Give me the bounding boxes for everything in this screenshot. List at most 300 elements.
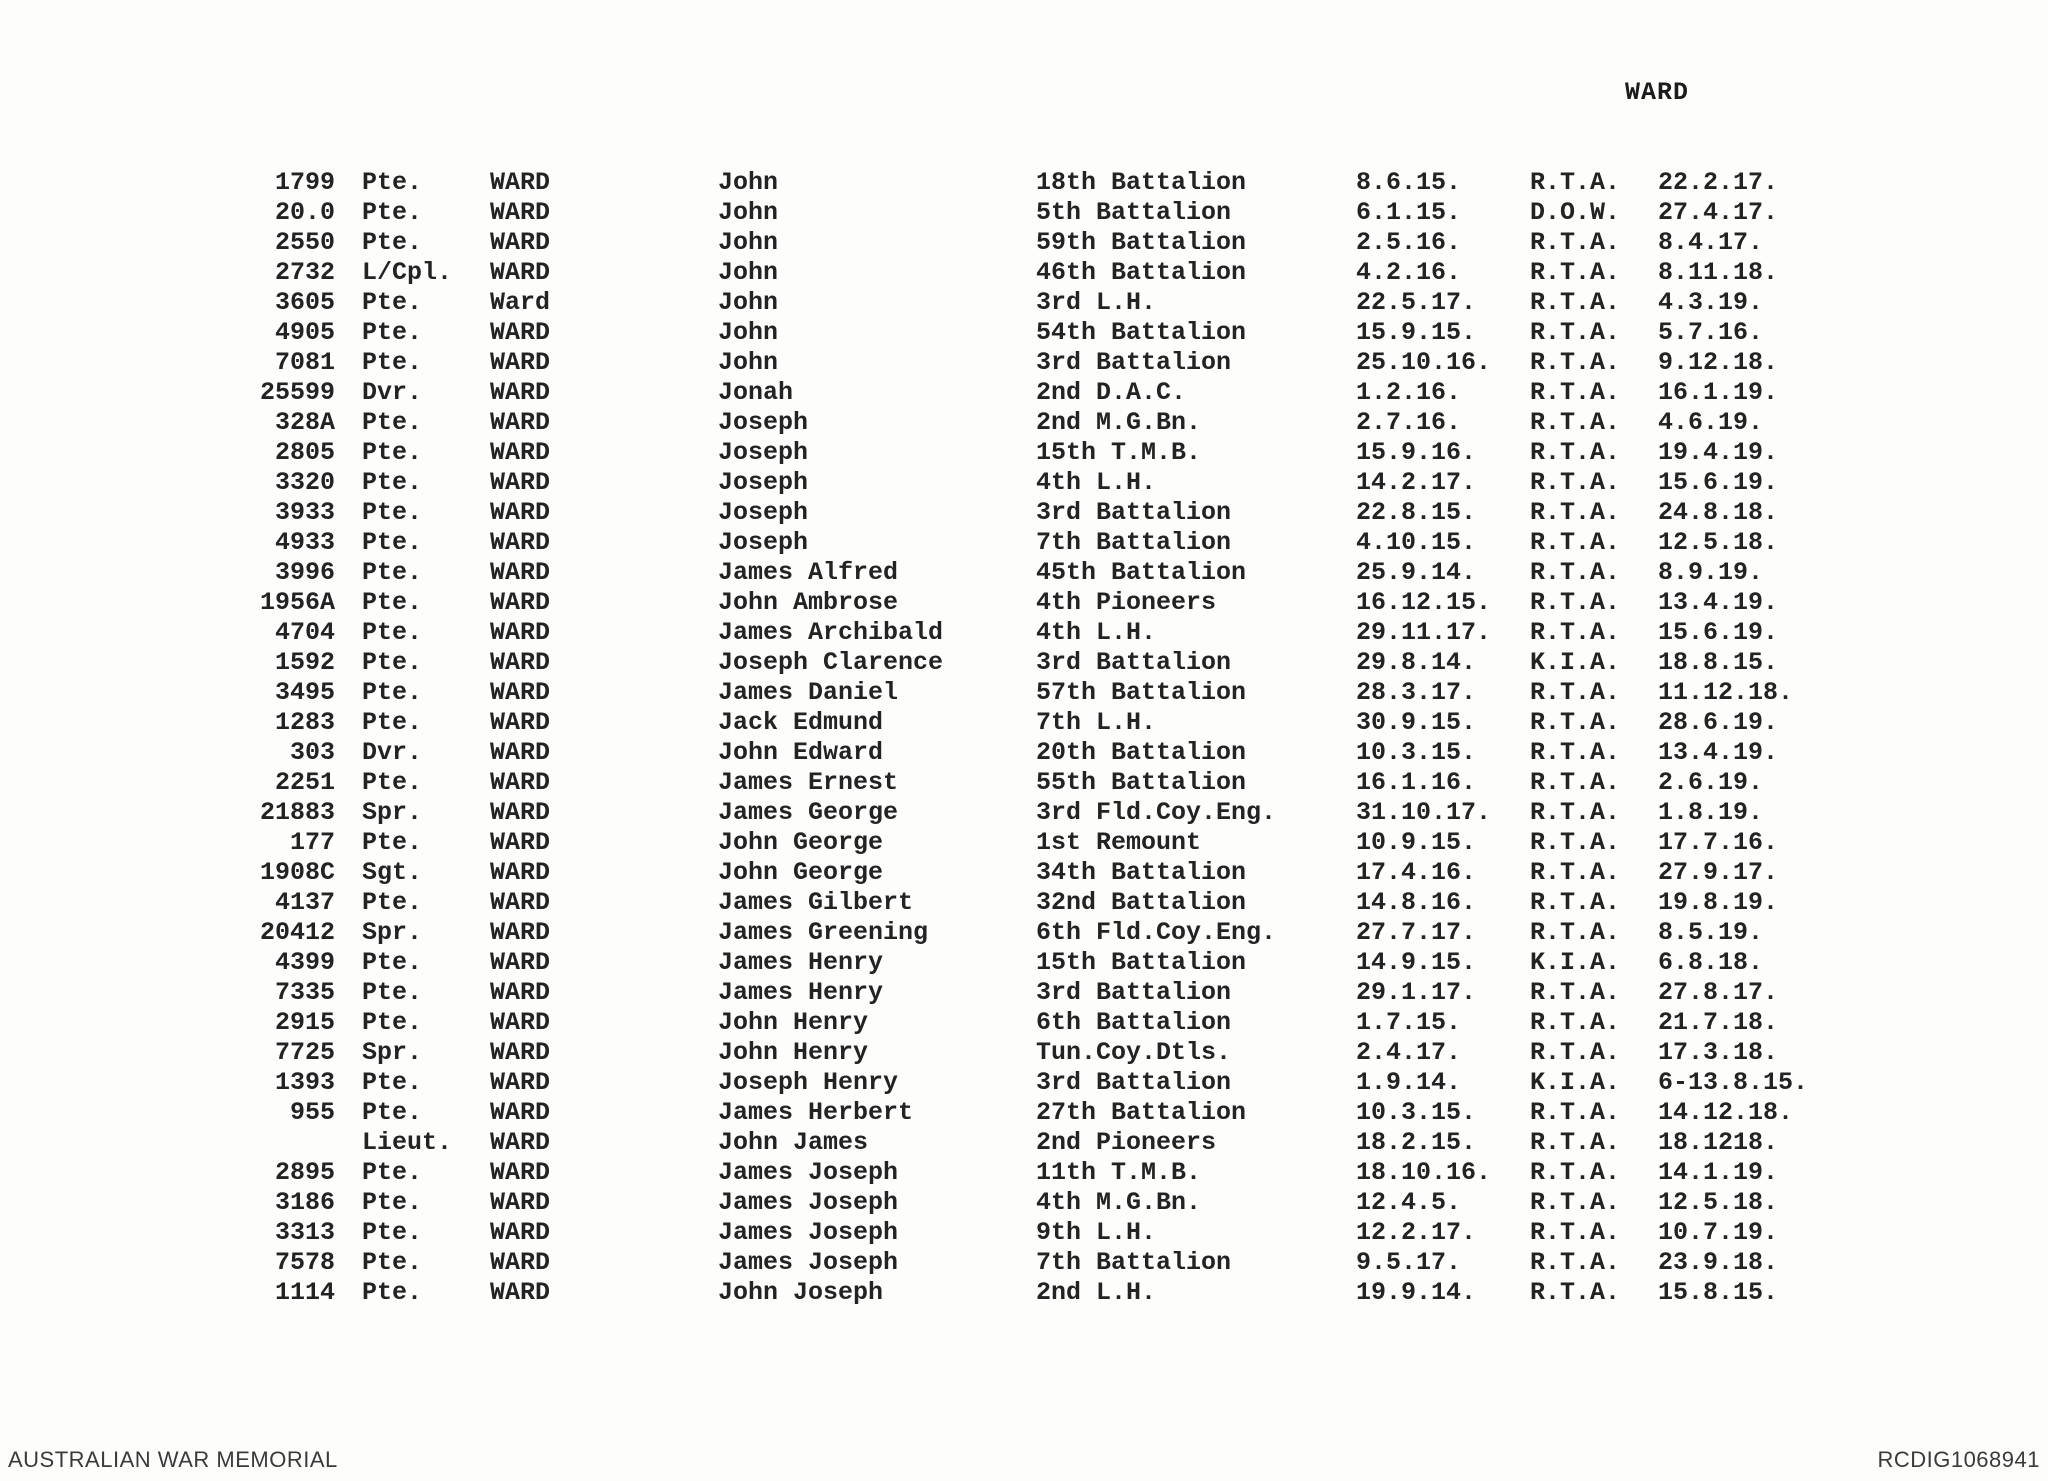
fate-date: 23.9.18. (1658, 1248, 1779, 1277)
fate: R.T.A. (1530, 798, 1621, 827)
enlistment-date: 2.4.17. (1356, 1038, 1462, 1067)
service-number: 7081 (274, 348, 335, 377)
service-number: 4905 (274, 318, 335, 347)
roll-entry (0, 1038, 2048, 1068)
unit: 55th Battalion (1036, 768, 1247, 797)
fate: K.I.A. (1530, 648, 1621, 677)
rank: Pte. (362, 888, 423, 917)
rank: Lieut. (362, 1128, 453, 1157)
unit: Tun.Coy.Dtls. (1036, 1038, 1232, 1067)
given-names: John (718, 318, 779, 347)
roll-entry (0, 1218, 2048, 1248)
unit: 2nd Pioneers (1036, 1128, 1217, 1157)
surname: WARD (490, 678, 551, 707)
unit: 2nd L.H. (1036, 1278, 1157, 1307)
surname: WARD (490, 528, 551, 557)
given-names: Joseph (718, 438, 809, 467)
enlistment-date: 29.11.17. (1356, 618, 1492, 647)
roll-entry (0, 1008, 2048, 1038)
enlistment-date: 4.10.15. (1356, 528, 1477, 557)
surname: WARD (490, 588, 551, 617)
unit: 32nd Battalion (1036, 888, 1247, 917)
fate: R.T.A. (1530, 258, 1621, 287)
service-number: 2805 (274, 438, 335, 467)
fate: R.T.A. (1530, 168, 1621, 197)
rank: Dvr. (362, 738, 423, 767)
unit: 18th Battalion (1036, 168, 1247, 197)
rank: Pte. (362, 1218, 423, 1247)
unit: 7th Battalion (1036, 528, 1232, 557)
fate-date: 18.1218. (1658, 1128, 1779, 1157)
roll-entry (0, 858, 2048, 888)
service-number: 1956A (259, 588, 335, 617)
given-names: Jonah (718, 378, 794, 407)
roll-entry (0, 888, 2048, 918)
unit: 4th L.H. (1036, 618, 1157, 647)
service-number: 7725 (274, 1038, 335, 1067)
surname: WARD (490, 1128, 551, 1157)
enlistment-date: 25.10.16. (1356, 348, 1492, 377)
unit: 7th L.H. (1036, 708, 1157, 737)
fate: R.T.A. (1530, 1278, 1621, 1307)
roll-entry (0, 468, 2048, 498)
roll-entry (0, 318, 2048, 348)
surname: WARD (490, 1188, 551, 1217)
given-names: James Joseph (718, 1218, 899, 1247)
rank: Pte. (362, 708, 423, 737)
surname: WARD (490, 1248, 551, 1277)
rank: Pte. (362, 828, 423, 857)
service-number: 2915 (274, 1008, 335, 1037)
enlistment-date: 10.9.15. (1356, 828, 1477, 857)
service-number: 25599 (259, 378, 335, 407)
enlistment-date: 8.6.15. (1356, 168, 1462, 197)
roll-entry (0, 708, 2048, 738)
enlistment-date: 30.9.15. (1356, 708, 1477, 737)
given-names: John (718, 198, 779, 227)
given-names: James Archibald (718, 618, 944, 647)
rank: Pte. (362, 948, 423, 977)
fate-date: 8.4.17. (1658, 228, 1764, 257)
surname: WARD (490, 798, 551, 827)
fate-date: 16.1.19. (1658, 378, 1779, 407)
enlistment-date: 12.4.5. (1356, 1188, 1462, 1217)
surname: WARD (490, 558, 551, 587)
rank: Pte. (362, 528, 423, 557)
rank: Spr. (362, 1038, 423, 1067)
fate: R.T.A. (1530, 768, 1621, 797)
unit: 3rd Battalion (1036, 1068, 1232, 1097)
unit: 54th Battalion (1036, 318, 1247, 347)
fate-date: 27.9.17. (1658, 858, 1779, 887)
enlistment-date: 29.8.14. (1356, 648, 1477, 677)
given-names: John (718, 168, 779, 197)
fate: R.T.A. (1530, 918, 1621, 947)
surname: WARD (490, 498, 551, 527)
roll-entry (0, 1248, 2048, 1278)
given-names: James Alfred (718, 558, 899, 587)
given-names: John George (718, 828, 884, 857)
service-number: 20.0 (274, 198, 335, 227)
given-names: John Henry (718, 1038, 869, 1067)
fate-date: 12.5.18. (1658, 528, 1779, 557)
enlistment-date: 19.9.14. (1356, 1278, 1477, 1307)
enlistment-date: 4.2.16. (1356, 258, 1462, 287)
rank: Pte. (362, 648, 423, 677)
given-names: Joseph (718, 528, 809, 557)
fate: R.T.A. (1530, 828, 1621, 857)
fate: R.T.A. (1530, 228, 1621, 257)
enlistment-date: 31.10.17. (1356, 798, 1492, 827)
fate-date: 15.8.15. (1658, 1278, 1779, 1307)
surname: WARD (490, 1068, 551, 1097)
rank: Spr. (362, 798, 423, 827)
unit: 9th L.H. (1036, 1218, 1157, 1247)
service-number: 328A (274, 408, 335, 437)
fate: R.T.A. (1530, 558, 1621, 587)
given-names: James Gilbert (718, 888, 914, 917)
fate: R.T.A. (1530, 1218, 1621, 1247)
unit: 2nd D.A.C. (1036, 378, 1187, 407)
surname-heading: WARD (1625, 78, 1690, 107)
unit: 7th Battalion (1036, 1248, 1232, 1277)
fate-date: 19.4.19. (1658, 438, 1779, 467)
rank: Pte. (362, 468, 423, 497)
fate: R.T.A. (1530, 888, 1621, 917)
given-names: John Joseph (718, 1278, 884, 1307)
rank: Pte. (362, 618, 423, 647)
unit: 27th Battalion (1036, 1098, 1247, 1127)
fate-date: 1.8.19. (1658, 798, 1764, 827)
unit: 15th T.M.B. (1036, 438, 1202, 467)
nominal-roll-list (0, 168, 2048, 1308)
service-number: 3996 (274, 558, 335, 587)
enlistment-date: 1.2.16. (1356, 378, 1462, 407)
fate: R.T.A. (1530, 978, 1621, 1007)
roll-entry (0, 378, 2048, 408)
enlistment-date: 6.1.15. (1356, 198, 1462, 227)
given-names: John Ambrose (718, 588, 899, 617)
unit: 2nd M.G.Bn. (1036, 408, 1202, 437)
rank: Pte. (362, 1188, 423, 1217)
given-names: Joseph (718, 468, 809, 497)
service-number: 3313 (274, 1218, 335, 1247)
unit: 5th Battalion (1036, 198, 1232, 227)
fate: R.T.A. (1530, 318, 1621, 347)
fate-date: 14.12.18. (1658, 1098, 1794, 1127)
roll-entry (0, 258, 2048, 288)
surname: WARD (490, 228, 551, 257)
surname: WARD (490, 258, 551, 287)
roll-entry (0, 948, 2048, 978)
fate-date: 13.4.19. (1658, 738, 1779, 767)
rank: Pte. (362, 1098, 423, 1127)
rank: Pte. (362, 228, 423, 257)
roll-entry (0, 1068, 2048, 1098)
enlistment-date: 29.1.17. (1356, 978, 1477, 1007)
fate: D.O.W. (1530, 198, 1621, 227)
fate: R.T.A. (1530, 1128, 1621, 1157)
surname: WARD (490, 1278, 551, 1307)
fate-date: 27.4.17. (1658, 198, 1779, 227)
rank: Pte. (362, 438, 423, 467)
fate: R.T.A. (1530, 1098, 1621, 1127)
rank: Pte. (362, 588, 423, 617)
roll-entry (0, 558, 2048, 588)
given-names: Joseph (718, 408, 809, 437)
enlistment-date: 12.2.17. (1356, 1218, 1477, 1247)
surname: WARD (490, 828, 551, 857)
roll-entry (0, 618, 2048, 648)
fate: R.T.A. (1530, 588, 1621, 617)
fate-date: 8.11.18. (1658, 258, 1779, 287)
service-number: 1592 (274, 648, 335, 677)
enlistment-date: 16.1.16. (1356, 768, 1477, 797)
unit: 3rd Battalion (1036, 498, 1232, 527)
service-number: 3933 (274, 498, 335, 527)
roll-entry (0, 498, 2048, 528)
service-number: 4399 (274, 948, 335, 977)
fate-date: 17.3.18. (1658, 1038, 1779, 1067)
unit: 3rd Battalion (1036, 348, 1232, 377)
roll-entry (0, 1128, 2048, 1158)
service-number: 4933 (274, 528, 335, 557)
enlistment-date: 10.3.15. (1356, 1098, 1477, 1127)
fate-date: 15.6.19. (1658, 618, 1779, 647)
unit: 6th Fld.Coy.Eng. (1036, 918, 1277, 947)
roll-entry (0, 168, 2048, 198)
surname: WARD (490, 948, 551, 977)
given-names: James Henry (718, 978, 884, 1007)
fate-date: 8.9.19. (1658, 558, 1764, 587)
fate: R.T.A. (1530, 858, 1621, 887)
service-number: 4704 (274, 618, 335, 647)
rank: Spr. (362, 918, 423, 947)
fate: R.T.A. (1530, 618, 1621, 647)
surname: WARD (490, 468, 551, 497)
roll-entry (0, 648, 2048, 678)
given-names: John James (718, 1128, 869, 1157)
roll-entry (0, 1188, 2048, 1218)
rank: Pte. (362, 168, 423, 197)
fate-date: 6-13.8.15. (1658, 1068, 1809, 1097)
fate: R.T.A. (1530, 468, 1621, 497)
unit: 45th Battalion (1036, 558, 1247, 587)
service-number: 1799 (274, 168, 335, 197)
roll-entry (0, 798, 2048, 828)
given-names: John Edward (718, 738, 884, 767)
service-number: 2732 (274, 258, 335, 287)
fate: R.T.A. (1530, 498, 1621, 527)
roll-entry (0, 978, 2048, 1008)
service-number: 1908C (259, 858, 335, 887)
given-names: Joseph Clarence (718, 648, 944, 677)
fate-date: 8.5.19. (1658, 918, 1764, 947)
fate: R.T.A. (1530, 1008, 1621, 1037)
enlistment-date: 22.8.15. (1356, 498, 1477, 527)
given-names: John (718, 348, 779, 377)
service-number: 21883 (259, 798, 335, 827)
roll-entry (0, 528, 2048, 558)
service-number: 20412 (259, 918, 335, 947)
fate-date: 5.7.16. (1658, 318, 1764, 347)
enlistment-date: 18.2.15. (1356, 1128, 1477, 1157)
fate-date: 11.12.18. (1658, 678, 1794, 707)
rank: Sgt. (362, 858, 423, 887)
fate-date: 18.8.15. (1658, 648, 1779, 677)
service-number: 2251 (274, 768, 335, 797)
rank: Dvr. (362, 378, 423, 407)
given-names: Joseph Henry (718, 1068, 899, 1097)
roll-entry (0, 768, 2048, 798)
rank: Pte. (362, 1278, 423, 1307)
enlistment-date: 14.9.15. (1356, 948, 1477, 977)
given-names: John Henry (718, 1008, 869, 1037)
unit: 59th Battalion (1036, 228, 1247, 257)
given-names: Jack Edmund (718, 708, 884, 737)
service-number: 3186 (274, 1188, 335, 1217)
enlistment-date: 1.7.15. (1356, 1008, 1462, 1037)
rank: Pte. (362, 1068, 423, 1097)
service-number: 3605 (274, 288, 335, 317)
fate-date: 22.2.17. (1658, 168, 1779, 197)
fate-date: 2.6.19. (1658, 768, 1764, 797)
enlistment-date: 2.7.16. (1356, 408, 1462, 437)
fate: R.T.A. (1530, 378, 1621, 407)
surname: WARD (490, 1218, 551, 1247)
surname: WARD (490, 1038, 551, 1067)
rank: Pte. (362, 288, 423, 317)
surname: WARD (490, 1098, 551, 1127)
enlistment-date: 2.5.16. (1356, 228, 1462, 257)
enlistment-date: 18.10.16. (1356, 1158, 1492, 1187)
rank: Pte. (362, 408, 423, 437)
given-names: James Ernest (718, 768, 899, 797)
unit: 3rd Fld.Coy.Eng. (1036, 798, 1277, 827)
unit: 3rd L.H. (1036, 288, 1157, 317)
roll-entry (0, 1098, 2048, 1128)
fate: R.T.A. (1530, 708, 1621, 737)
unit: 11th T.M.B. (1036, 1158, 1202, 1187)
fate: K.I.A. (1530, 948, 1621, 977)
surname: WARD (490, 1158, 551, 1187)
surname: WARD (490, 858, 551, 887)
service-number: 7578 (274, 1248, 335, 1277)
unit: 3rd Battalion (1036, 648, 1232, 677)
fate-date: 4.3.19. (1658, 288, 1764, 317)
service-number: 1283 (274, 708, 335, 737)
rank: Pte. (362, 1248, 423, 1277)
given-names: James Joseph (718, 1188, 899, 1217)
enlistment-date: 27.7.17. (1356, 918, 1477, 947)
enlistment-date: 22.5.17. (1356, 288, 1477, 317)
fate-date: 9.12.18. (1658, 348, 1779, 377)
roll-entry (0, 228, 2048, 258)
surname: WARD (490, 1008, 551, 1037)
fate: R.T.A. (1530, 408, 1621, 437)
rank: L/Cpl. (362, 258, 453, 287)
fate-date: 28.6.19. (1658, 708, 1779, 737)
surname: WARD (490, 408, 551, 437)
surname: WARD (490, 618, 551, 647)
surname: WARD (490, 708, 551, 737)
service-number: 7335 (274, 978, 335, 1007)
rank: Pte. (362, 558, 423, 587)
enlistment-date: 14.8.16. (1356, 888, 1477, 917)
unit: 15th Battalion (1036, 948, 1247, 977)
rank: Pte. (362, 498, 423, 527)
surname: WARD (490, 648, 551, 677)
service-number: 2550 (274, 228, 335, 257)
fate: R.T.A. (1530, 1158, 1621, 1187)
fate-date: 27.8.17. (1658, 978, 1779, 1007)
service-number: 1114 (274, 1278, 335, 1307)
service-number: 3495 (274, 678, 335, 707)
rank: Pte. (362, 678, 423, 707)
enlistment-date: 28.3.17. (1356, 678, 1477, 707)
given-names: James Daniel (718, 678, 899, 707)
enlistment-date: 15.9.16. (1356, 438, 1477, 467)
surname: WARD (490, 438, 551, 467)
given-names: James Greening (718, 918, 929, 947)
service-number: 303 (289, 738, 335, 767)
fate: R.T.A. (1530, 288, 1621, 317)
rank: Pte. (362, 1008, 423, 1037)
fate: R.T.A. (1530, 528, 1621, 557)
roll-entry (0, 288, 2048, 318)
unit: 34th Battalion (1036, 858, 1247, 887)
fate: R.T.A. (1530, 678, 1621, 707)
rank: Pte. (362, 318, 423, 347)
unit: 4th M.G.Bn. (1036, 1188, 1202, 1217)
given-names: James George (718, 798, 899, 827)
given-names: James Herbert (718, 1098, 914, 1127)
service-number: 4137 (274, 888, 335, 917)
given-names: John (718, 288, 779, 317)
enlistment-date: 16.12.15. (1356, 588, 1492, 617)
surname: WARD (490, 888, 551, 917)
surname: Ward (490, 288, 551, 317)
enlistment-date: 1.9.14. (1356, 1068, 1462, 1097)
roll-entry (0, 678, 2048, 708)
surname: WARD (490, 978, 551, 1007)
fate: R.T.A. (1530, 1038, 1621, 1067)
given-names: James Joseph (718, 1158, 899, 1187)
roll-entry (0, 738, 2048, 768)
unit: 3rd Battalion (1036, 978, 1232, 1007)
roll-entry (0, 348, 2048, 378)
service-number: 1393 (274, 1068, 335, 1097)
fate: R.T.A. (1530, 1188, 1621, 1217)
roll-entry (0, 1158, 2048, 1188)
given-names: John (718, 258, 779, 287)
fate-date: 14.1.19. (1658, 1158, 1779, 1187)
given-names: James Henry (718, 948, 884, 977)
given-names: Joseph (718, 498, 809, 527)
unit: 1st Remount (1036, 828, 1202, 857)
unit: 4th Pioneers (1036, 588, 1217, 617)
roll-entry (0, 918, 2048, 948)
fate-date: 13.4.19. (1658, 588, 1779, 617)
surname: WARD (490, 918, 551, 947)
given-names: John (718, 228, 779, 257)
rank: Pte. (362, 348, 423, 377)
fate-date: 21.7.18. (1658, 1008, 1779, 1037)
fate: K.I.A. (1530, 1068, 1621, 1097)
roll-entry (0, 408, 2048, 438)
rank: Pte. (362, 198, 423, 227)
roll-entry (0, 438, 2048, 468)
